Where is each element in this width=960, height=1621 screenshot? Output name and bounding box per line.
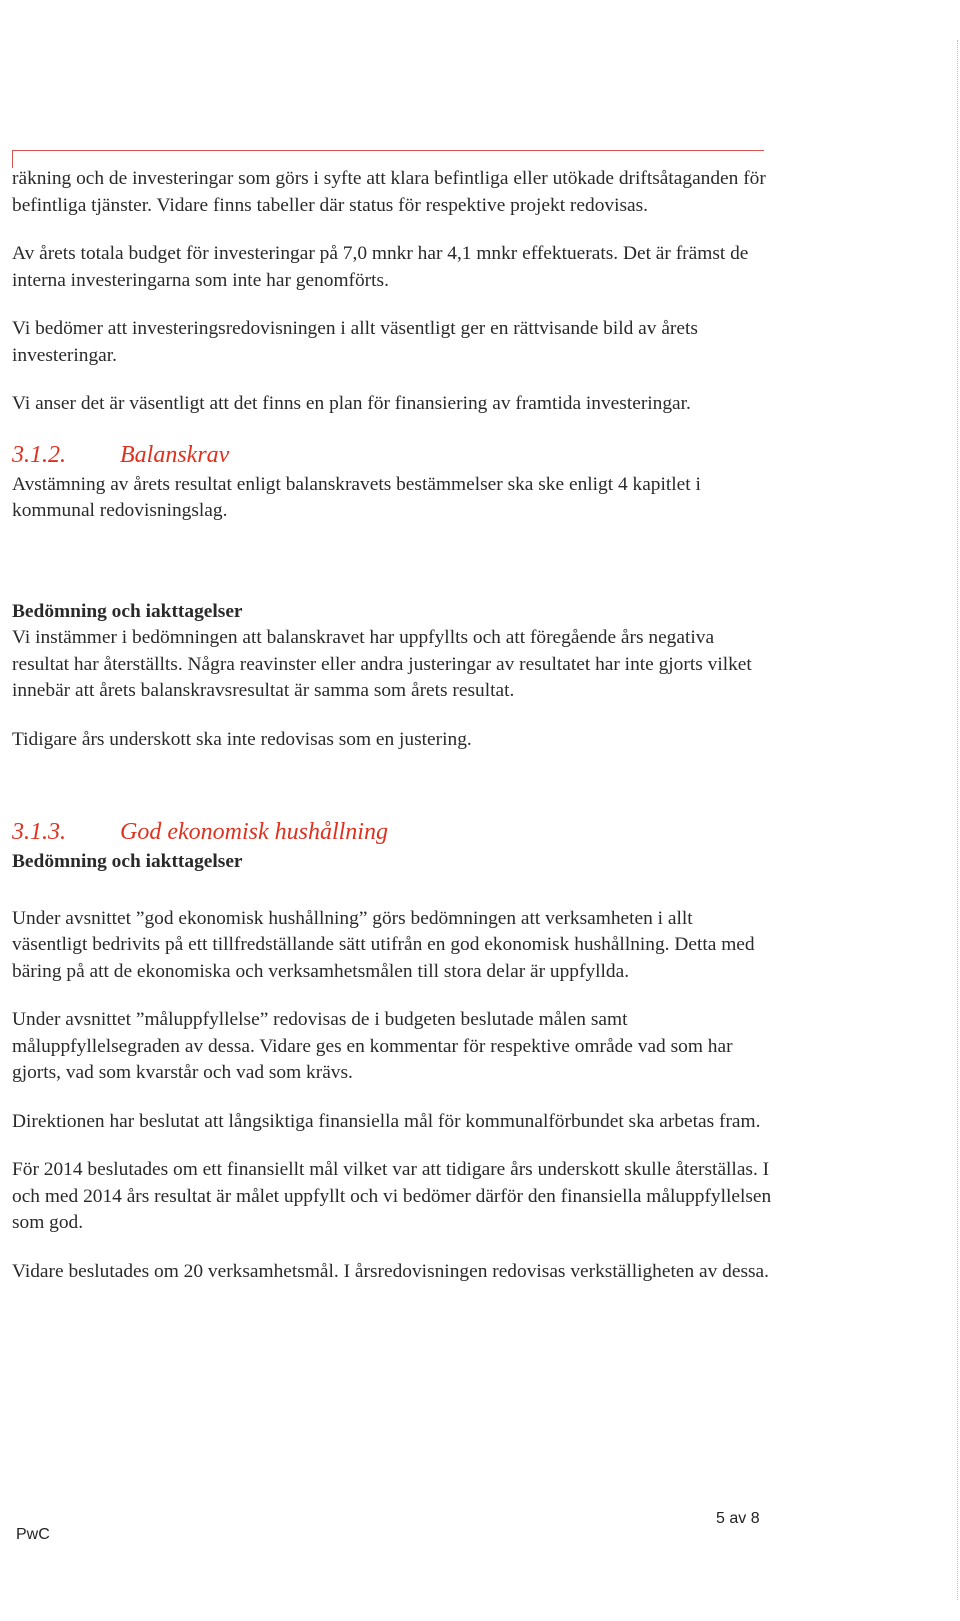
- body-paragraph: Tidigare års underskott ska inte redovisas som en justering.: [12, 728, 472, 750]
- body-paragraph: Under avsnittet ”måluppfyllelse” redovisas de i budgeten beslutade målen samt måluppfyllelsegraden av dessa. Vidare ges en kommentar för respektive område vad som har gjorts, vad som kvarstår och vad som krävs.: [12, 1009, 733, 1083]
- footer-company: PwC: [16, 1526, 50, 1543]
- document-body: [12, 166, 772, 1285]
- intro-paragraph: Vi bedömer att investeringsredovisningen i allt väsentligt ger en rättvisande bild av årets investeringar.: [12, 318, 698, 366]
- section-number: 3.1.3.: [12, 819, 66, 845]
- body-paragraph: Direktionen har beslutat att långsiktiga finansiella mål för kommunalförbundet ska arbetas fram.: [12, 1110, 761, 1132]
- page-edge-line: [957, 40, 958, 1600]
- section-title: Balanskrav: [120, 441, 230, 468]
- body-paragraph: Under avsnittet ”god ekonomisk hushållning” görs bedömningen att verksamheten i allt väsentligt bedrivits på ett tillfredställande sätt utifrån en god ekonomisk hushållning. Detta med bäring på att de ekonomiska och verksamhetsmålen till stora delar är uppfyllda.: [12, 907, 755, 982]
- section-heading-god-ekonomisk-hushallning: [12, 817, 772, 849]
- body-paragraph: Avstämning av årets resultat enligt balanskravets bestämmelser ska ske enligt 4 kapitlet i kommunal redovisningslag.: [12, 473, 701, 521]
- intro-paragraph: räkning och de investeringar som görs i syfte att klara befintliga eller utökade driftsåtaganden för befintliga tjänster. Vidare finns tabeller där status för respektive projekt redovisas.: [12, 168, 766, 216]
- intro-paragraph: Av årets totala budget för investeringar på 7,0 mnkr har 4,1 mnkr effektuerats. Det är främst de interna investeringarna som inte har genomförts.: [12, 243, 749, 291]
- header-rule: [12, 150, 764, 151]
- section-heading-balanskrav: [12, 440, 772, 472]
- intro-paragraph: Vi anser det är väsentligt att det finns en plan för finansiering av framtida investeringar.: [12, 393, 691, 414]
- subheading: Bedömning och iakttagelser: [12, 851, 243, 872]
- section-number: 3.1.2.: [12, 441, 66, 468]
- subheading: Bedömning och iakttagelser: [12, 600, 243, 622]
- section-title: God ekonomisk hushållning: [120, 819, 388, 845]
- body-paragraph: För 2014 beslutades om ett finansiellt mål vilket var att tidigare års underskott skulle återställas. I och med 2014 års resultat är målet uppfyllt och vi bedömer därför den finansiella måluppfyllelsen som god.: [12, 1159, 772, 1233]
- body-paragraph: Vidare beslutades om 20 verksamhetsmål. I årsredovisningen redovisas verkställigheten av dessa.: [12, 1260, 770, 1282]
- footer-page-number: 5 av 8: [716, 1510, 760, 1527]
- body-paragraph: Vi instämmer i bedömningen att balanskravet har uppfyllts och att föregående års negativa resultat har återställts. Några reavinster eller andra justeringar av resultatet har inte gjorts vilket innebär att årets balanskravsresultat är samma som årets resultat.: [12, 627, 752, 701]
